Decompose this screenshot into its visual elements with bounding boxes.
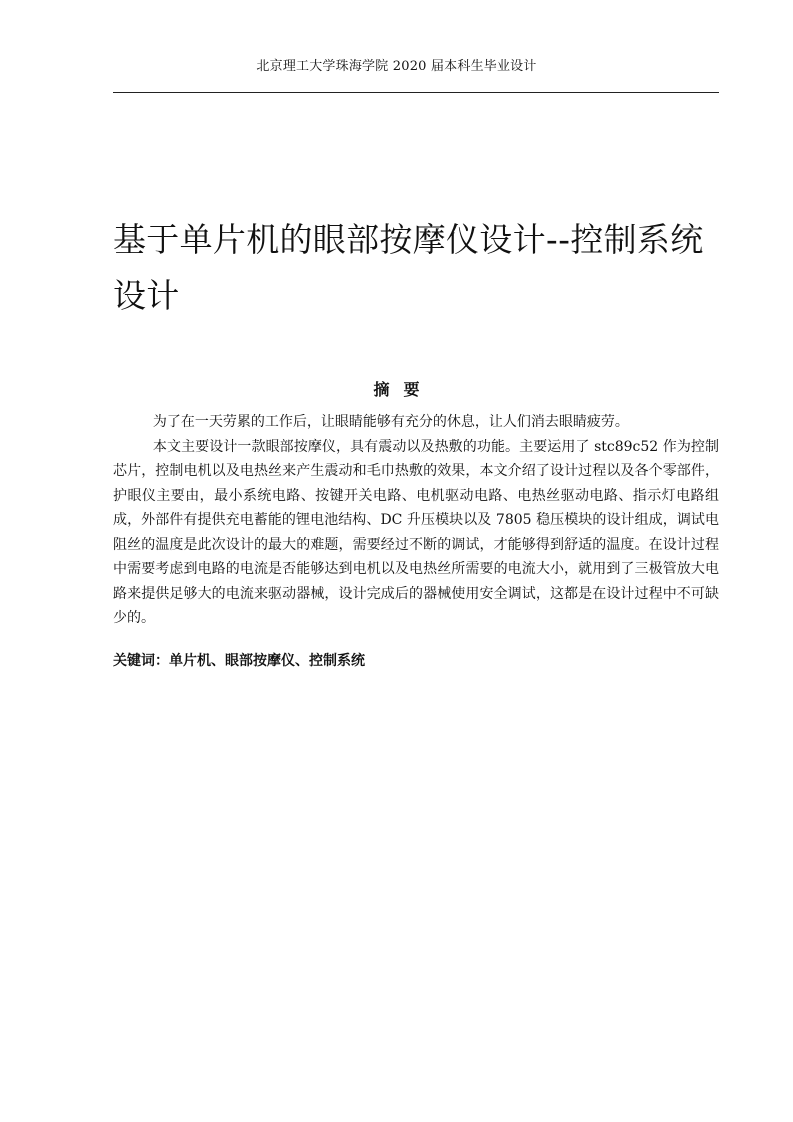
abstract-paragraph: 为了在一天劳累的工作后，让眼睛能够有充分的休息，让人们消去眼睛疲劳。 <box>152 414 629 430</box>
thesis-title: 基于单片机的眼部按摩仪设计--控制系统设计 <box>113 220 704 315</box>
abstract-heading: 摘要 <box>373 380 434 399</box>
abstract-body <box>113 410 719 631</box>
running-header: 北京理工大学珠海学院 2020 届本科生毕业设计 <box>256 59 537 74</box>
abstract-paragraph: 本文主要设计一款眼部按摩仪，具有震动以及热敷的功能。主要运用了 stc89c52 作为控制芯片，控制电机以及电热丝来产生震动和毛巾热敷的效果，本文介绍了设计过程以及各个零部件，护眼仪主要由，最小系统电路、按键开关电路、电机驱动电路、电热丝驱动电路、指示灯电路组成，外部件有提供充电蓄能的锂电池结构、DC 升压模块以及 7805 稳压模块的设计组成，调试电阻丝的温度是此次设计的最大的难题，需要经过不断的调试，才能够得到舒适的温度。在设计过程中需要考虑到电路的电流是否能够达到电机以及电热丝所需要的电流大小，就用到了三极管放大电路来提供足够大的电流来驱动器械，设计完成后的器械使用安全调试，这都是在设计过程中不可缺少的。 <box>113 438 719 626</box>
keywords-line: 关键词：单片机、眼部按摩仪、控制系统 <box>113 653 365 669</box>
header-rule <box>113 92 719 93</box>
